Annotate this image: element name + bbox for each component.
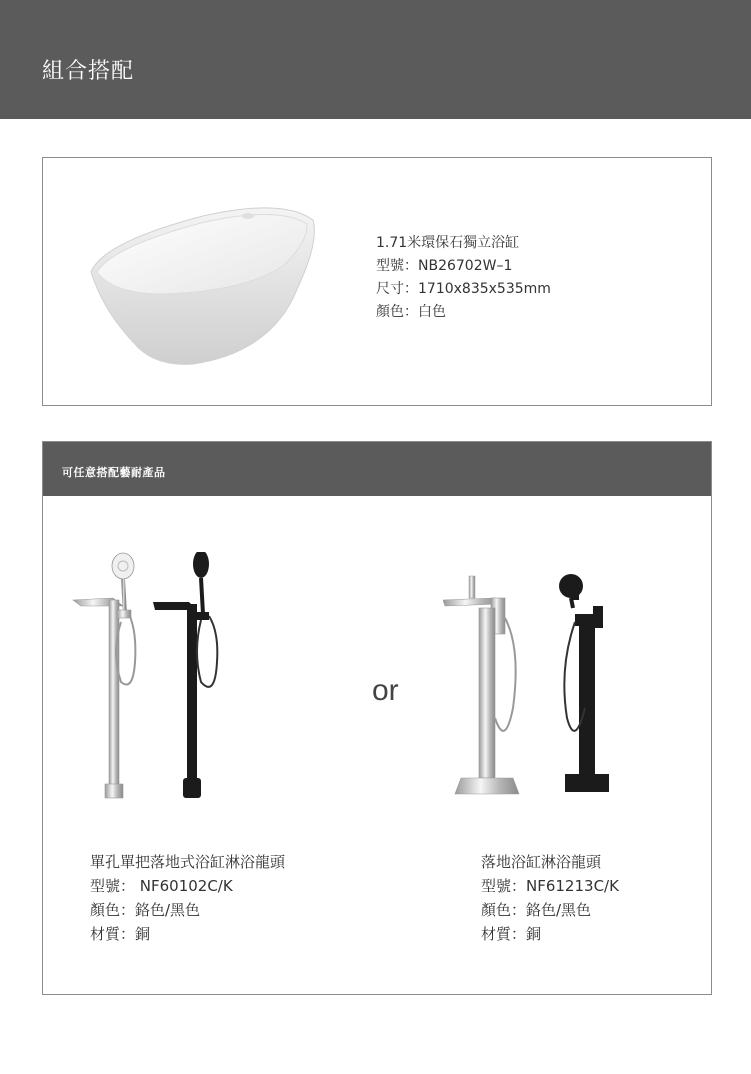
faucet-spec-nf60102 bbox=[90, 850, 285, 946]
faucet-nf60102-image bbox=[71, 552, 241, 802]
faucet-name: 單孔單把落地式浴缸淋浴龍頭 bbox=[90, 853, 286, 871]
compatible-products-card bbox=[42, 441, 712, 995]
bathtub-size: 尺寸：1710x835x535mm bbox=[376, 281, 551, 297]
compatible-products-heading: 可任意搭配藝耐產品 bbox=[62, 466, 166, 479]
faucet-model: 型號：NF61213C/K bbox=[481, 877, 619, 895]
bathtub-name: 1.71米環保石獨立浴缸 bbox=[376, 235, 520, 251]
faucet-material: 材質：銅 bbox=[481, 925, 542, 943]
compatible-products-header bbox=[43, 442, 711, 496]
page-header bbox=[0, 0, 751, 119]
faucet-model: 型號： NF60102C/K bbox=[90, 877, 233, 895]
faucet-spec-nf61213 bbox=[481, 850, 619, 946]
faucet-color: 顏色：鉻色/黑色 bbox=[481, 901, 592, 919]
bathtub-color: 顏色：白色 bbox=[376, 304, 446, 320]
faucet-color: 顏色：鉻色/黑色 bbox=[90, 901, 201, 919]
faucet-nf61213-image bbox=[443, 568, 613, 818]
page-title: 組合搭配 bbox=[42, 59, 135, 84]
faucet-material: 材質：銅 bbox=[90, 925, 151, 943]
bathtub-model: 型號：NB26702W–1 bbox=[376, 258, 513, 274]
bathtub-product-card bbox=[42, 157, 712, 406]
or-separator: or bbox=[372, 674, 399, 707]
faucet-name: 落地浴缸淋浴龍頭 bbox=[481, 853, 602, 871]
bathtub-specs bbox=[376, 232, 551, 324]
bathtub-image bbox=[83, 202, 323, 372]
